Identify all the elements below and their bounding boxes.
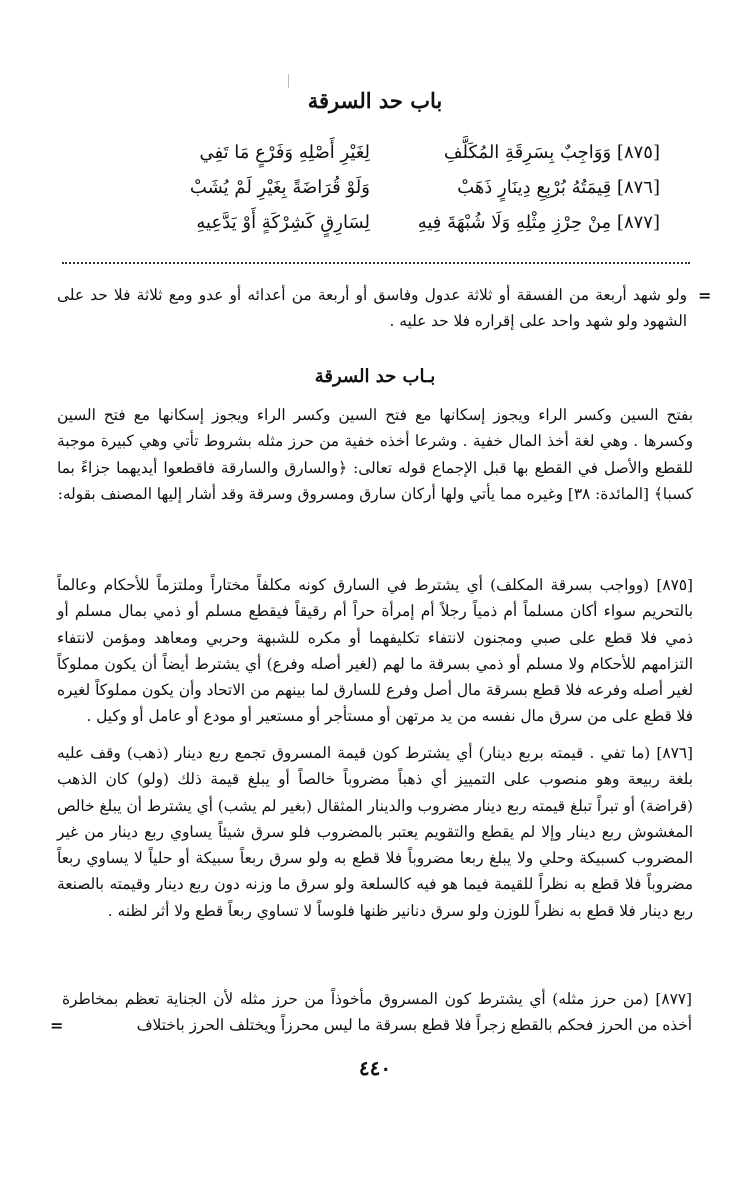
verse-877	[100, 212, 660, 244]
page-number: ٤٤٠	[358, 1056, 392, 1080]
verse-first-hemistich: [٨٧٦] قِيمَتُهُ بُرْبِعِ دِينَارٍ ذَهَبْ	[457, 177, 660, 198]
intro-paragraph: ولو شهد أربعة من الفسقة أو ثلاثة عدول وفاسق أو أربعة من أعدائه أو عدو ومع ثلاثة فلا حد على الشهود ولو شهد واحد على إقراره فلا حد عليه .	[57, 286, 687, 331]
continuation-mark-end: =	[50, 1016, 64, 1035]
paragraph-definition: بفتح السين وكسر الراء ويجوز إسكانها مع فتح السين وكسر الراء ويجوز إسكانها مع فتح السين وكسرها . وهي لغة أخذ المال خفية . وشرعا أخذه خفية من حرز مثله بشروط تأتي وهي كبيرة موجبة للقطع والأصل في القطع بها قبل الإجماع قوله تعالى: ﴿والسارق والسارقة فاقطعوا أيديهما جزاءً بما كسبا﴾ [المائدة: ٣٨] وغيره مما يأتي ولها أركان سارق ومسروق وسرقة وقد أشار إليها المصنف بقوله:	[57, 406, 693, 503]
continuation-mark-start: =	[698, 286, 712, 305]
paragraph-876: [٨٧٦] (ما تفي . قيمته بربع دينار) أي يشترط كون قيمة المسروق تجمع ربع دينار (ذهب) وقف عليه بلغة ربيعة وهو منصوب على التمييز أي ذهباً مضروباً خالصاً أو يبلغ قيمة ذلك (ولو) كان الذهب (قراضة) أو تبراً تبلغ قيمته ربع دينار مضروب والدينار المثقال (بغير لم يشب) أي يشترط أن يبلغ خالص المغشوش ربع دينار وإلا لم يقطع والتقويم يعتبر بالمضروب فلو سرق شيئاً يساوي ربع دينار من غير المضروب كسبيكة وحلي ولا يبلغ ربعا مضروباً فلا قطع به ولو سرق ربعاً سبيكة أو حلياً لا يساوي ربعاً مضروباً فلا قطع به نظراً للقيمة فيما هو فيه كالسلعة ولو سرق ما وزنه دون ربع دينار وقيمته بالصنعة ربع دينار فلا قطع به نظراً للوزن ولو سرق دنانير ظنها فلوساً لا تساوي ربعاً قطع ولا أثر لظنه .	[57, 744, 693, 920]
paragraph-877: [٨٧٧] (من حرز مثله) أي يشترط كون المسروق مأخوذاً من حرز مثله لأن الجناية تعظم بمخاطرة أخذه من الحرز فحكم بالقطع زجراً فلا قطع بسرقة ما ليس محرزاً ويختلف الحرز باختلاف	[62, 990, 692, 1035]
verse-second-hemistich: وَلَوْ قُرَاضَةً بِغَيْرِ لَمْ يُشَبْ	[189, 177, 370, 198]
verse-first-hemistich: [٨٧٥] وَوَاجِبٌ بِسَرِقَةِ المُكَلَّفِ	[443, 142, 660, 163]
verse-first-hemistich: [٨٧٧] مِنْ حِرْزِ مِثْلِهِ وَلَا شُبْهَةَ فِيهِ	[417, 212, 660, 233]
verse-second-hemistich: لِغَيْرِ أَصْلِهِ وَفَرْعٍ مَا تَفِي	[199, 142, 370, 163]
paragraph-875: [٨٧٥] (وواجب بسرقة المكلف) أي يشترط في السارق كونه مكلفاً مختاراً وملتزماً للأحكام وعالماً بالتحريم سواء أكان مسلماً أم ذمياً رجلاً أم إمرأة حراً أم رقيقاً فيقطع مسلم أو ذمي بمال مسلم أو ذمي فلا قطع على صبي ومجنون لانتفاء تكليفهما أو مكره للشبهة وحربي ومعاهد ومؤمن لانتفاء التزامهم للأحكام ولا مسلم أو ذمي بسرقة ما لهم (لغير أصله وفرع) أي يشترط أيضاً أن يكون مملوكاً لغير أصله وفرعه فلا قطع بسرقة مال أصل وفرع للسارق لما بينهم من الاتحاد وأن يكون مملوكاً لغيره فلا قطع على من سرق مال نفسه من يد مرتهن أو مستأجر أو مستعير أو مودع أو عامل أو وكيل .	[57, 576, 693, 726]
chapter-title: باب حد السرقة	[307, 88, 443, 113]
dotted-separator	[62, 262, 690, 264]
verse-876	[100, 177, 660, 209]
scan-mark	[288, 74, 289, 88]
section-title: بـاب حد السرقة	[314, 366, 436, 387]
verse-second-hemistich: لِسَارِقٍ كَشِرْكَةٍ أَوْ يَدَّعِيهِ	[196, 212, 370, 233]
verse-875	[100, 142, 660, 174]
